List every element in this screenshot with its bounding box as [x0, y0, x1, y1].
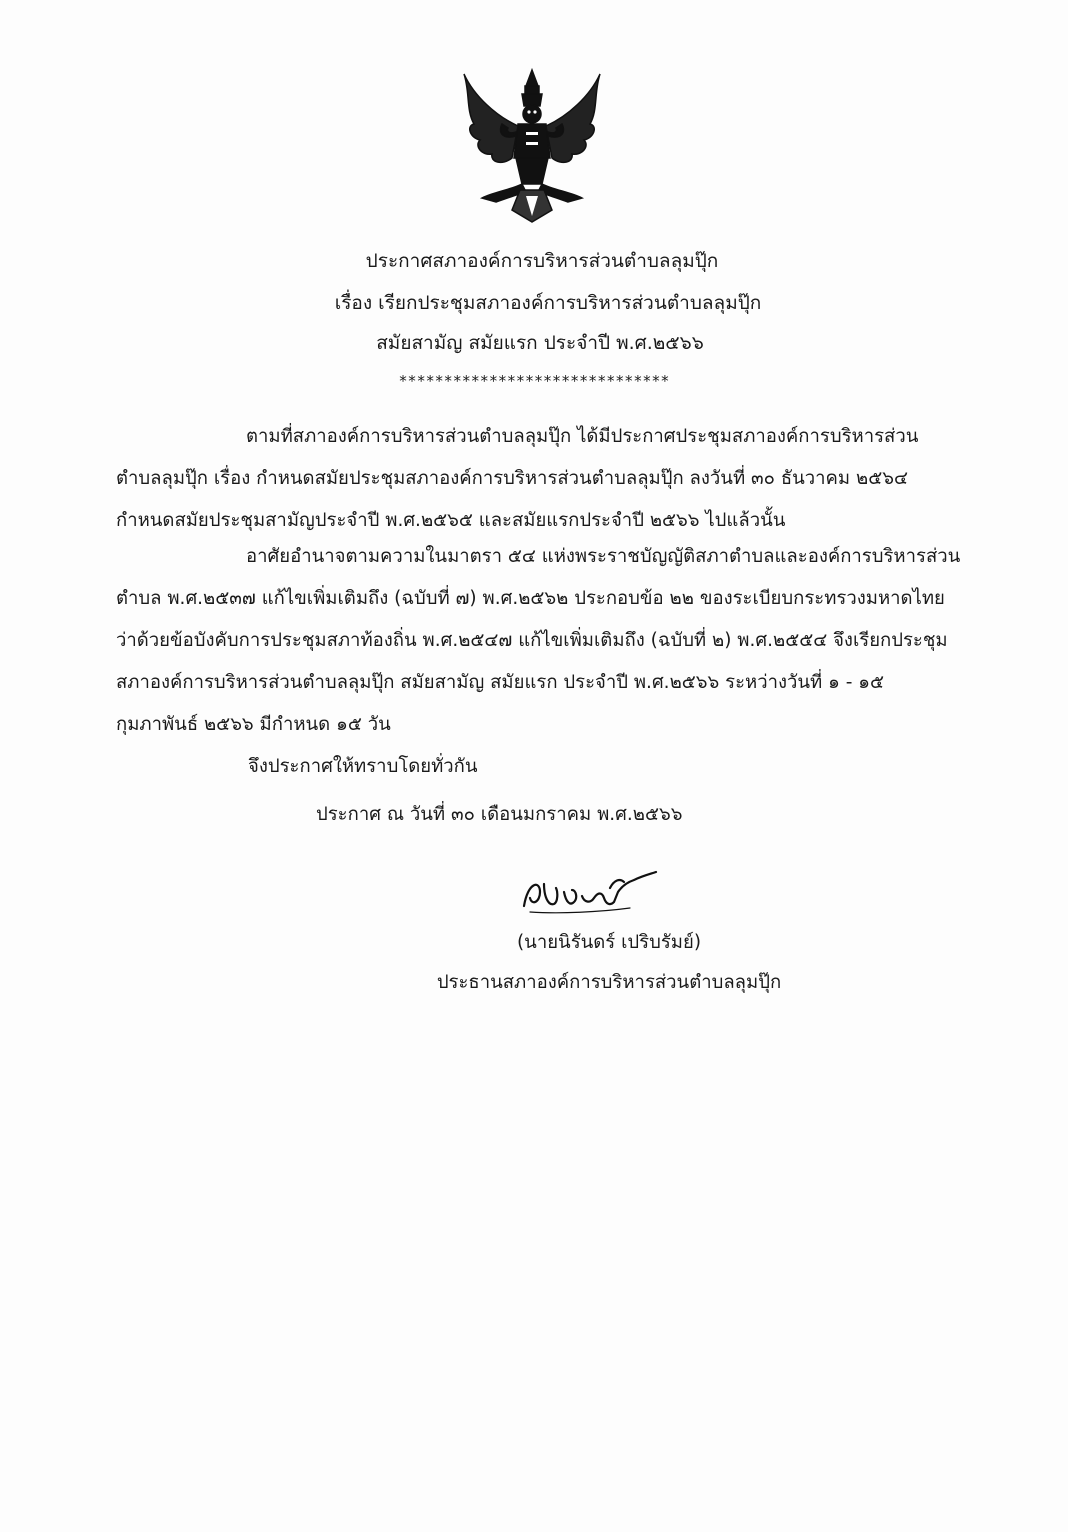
paragraph-2 [116, 536, 961, 746]
handwritten-signature [510, 862, 660, 922]
signer-name: (นายนิรันดร์ เปริบรัมย์) [516, 932, 702, 953]
paragraph-1 [116, 416, 944, 542]
announcement-subject: เรื่อง เรียกประชุมสภาองค์การบริหารส่วนตำบลลุมปุ๊ก [334, 292, 762, 314]
paragraph-line: สภาองค์การบริหารส่วนตำบลลุมปุ๊ก สมัยสามัญ สมัยแรก ประจำปี พ.ศ.๒๕๖๖ ระหว่างวันที่ ๑ - ๑๕ [116, 672, 885, 693]
paragraph-line: ตำบล พ.ศ.๒๕๓๗ แก้ไขเพิ่มเติมถึง (ฉบับที่ ๗) พ.ศ.๒๕๖๒ ประกอบข้อ ๒๒ ของระเบียบกระทรวงมหาดไทย [116, 588, 945, 609]
paragraph-line: ตำบลลุมปุ๊ก เรื่อง กำหนดสมัยประชุมสภาองค์การบริหารส่วนตำบลลุมปุ๊ก ลงวันที่ ๓๐ ธันวาคม ๒๕๖๔ [116, 468, 908, 489]
garuda-emblem-icon [456, 66, 608, 226]
signer-position: ประธานสภาองค์การบริหารส่วนตำบลลุมปุ๊ก [436, 972, 782, 993]
paragraph-line: ว่าด้วยข้อบังคับการประชุมสภาท้องถิ่น พ.ศ.๒๕๔๗ แก้ไขเพิ่มเติมถึง (ฉบับที่ ๒) พ.ศ.๒๕๕๔ จึงเรียกประชุม [116, 630, 948, 651]
paragraph-line: อาศัยอำนาจตามความในมาตรา ๕๔ แห่งพระราชบัญญัติสภาตำบลและองค์การบริหารส่วน [246, 546, 961, 567]
paragraph-line: กุมภาพันธ์ ๒๕๖๖ มีกำหนด ๑๕ วัน [116, 714, 391, 735]
announcement-title: ประกาศสภาองค์การบริหารส่วนตำบลลุมปุ๊ก [365, 250, 719, 272]
separator-stars: ****************************** [398, 372, 670, 390]
paragraph-line: ตามที่สภาองค์การบริหารส่วนตำบลลุมปุ๊ก ได้มีประกาศประชุมสภาองค์การบริหารส่วน [246, 426, 919, 447]
announcement-date: ประกาศ ณ วันที่ ๓๐ เดือนมกราคม พ.ศ.๒๕๖๖ [316, 804, 683, 825]
paragraph-line: กำหนดสมัยประชุมสามัญประจำปี พ.ศ.๒๕๖๕ และสมัยแรกประจำปี ๒๕๖๖ ไปแล้วนั้น [116, 510, 786, 531]
announcement-session: สมัยสามัญ สมัยแรก ประจำปี พ.ศ.๒๕๖๖ [376, 332, 704, 354]
closing-statement: จึงประกาศให้ทราบโดยทั่วกัน [248, 756, 478, 777]
